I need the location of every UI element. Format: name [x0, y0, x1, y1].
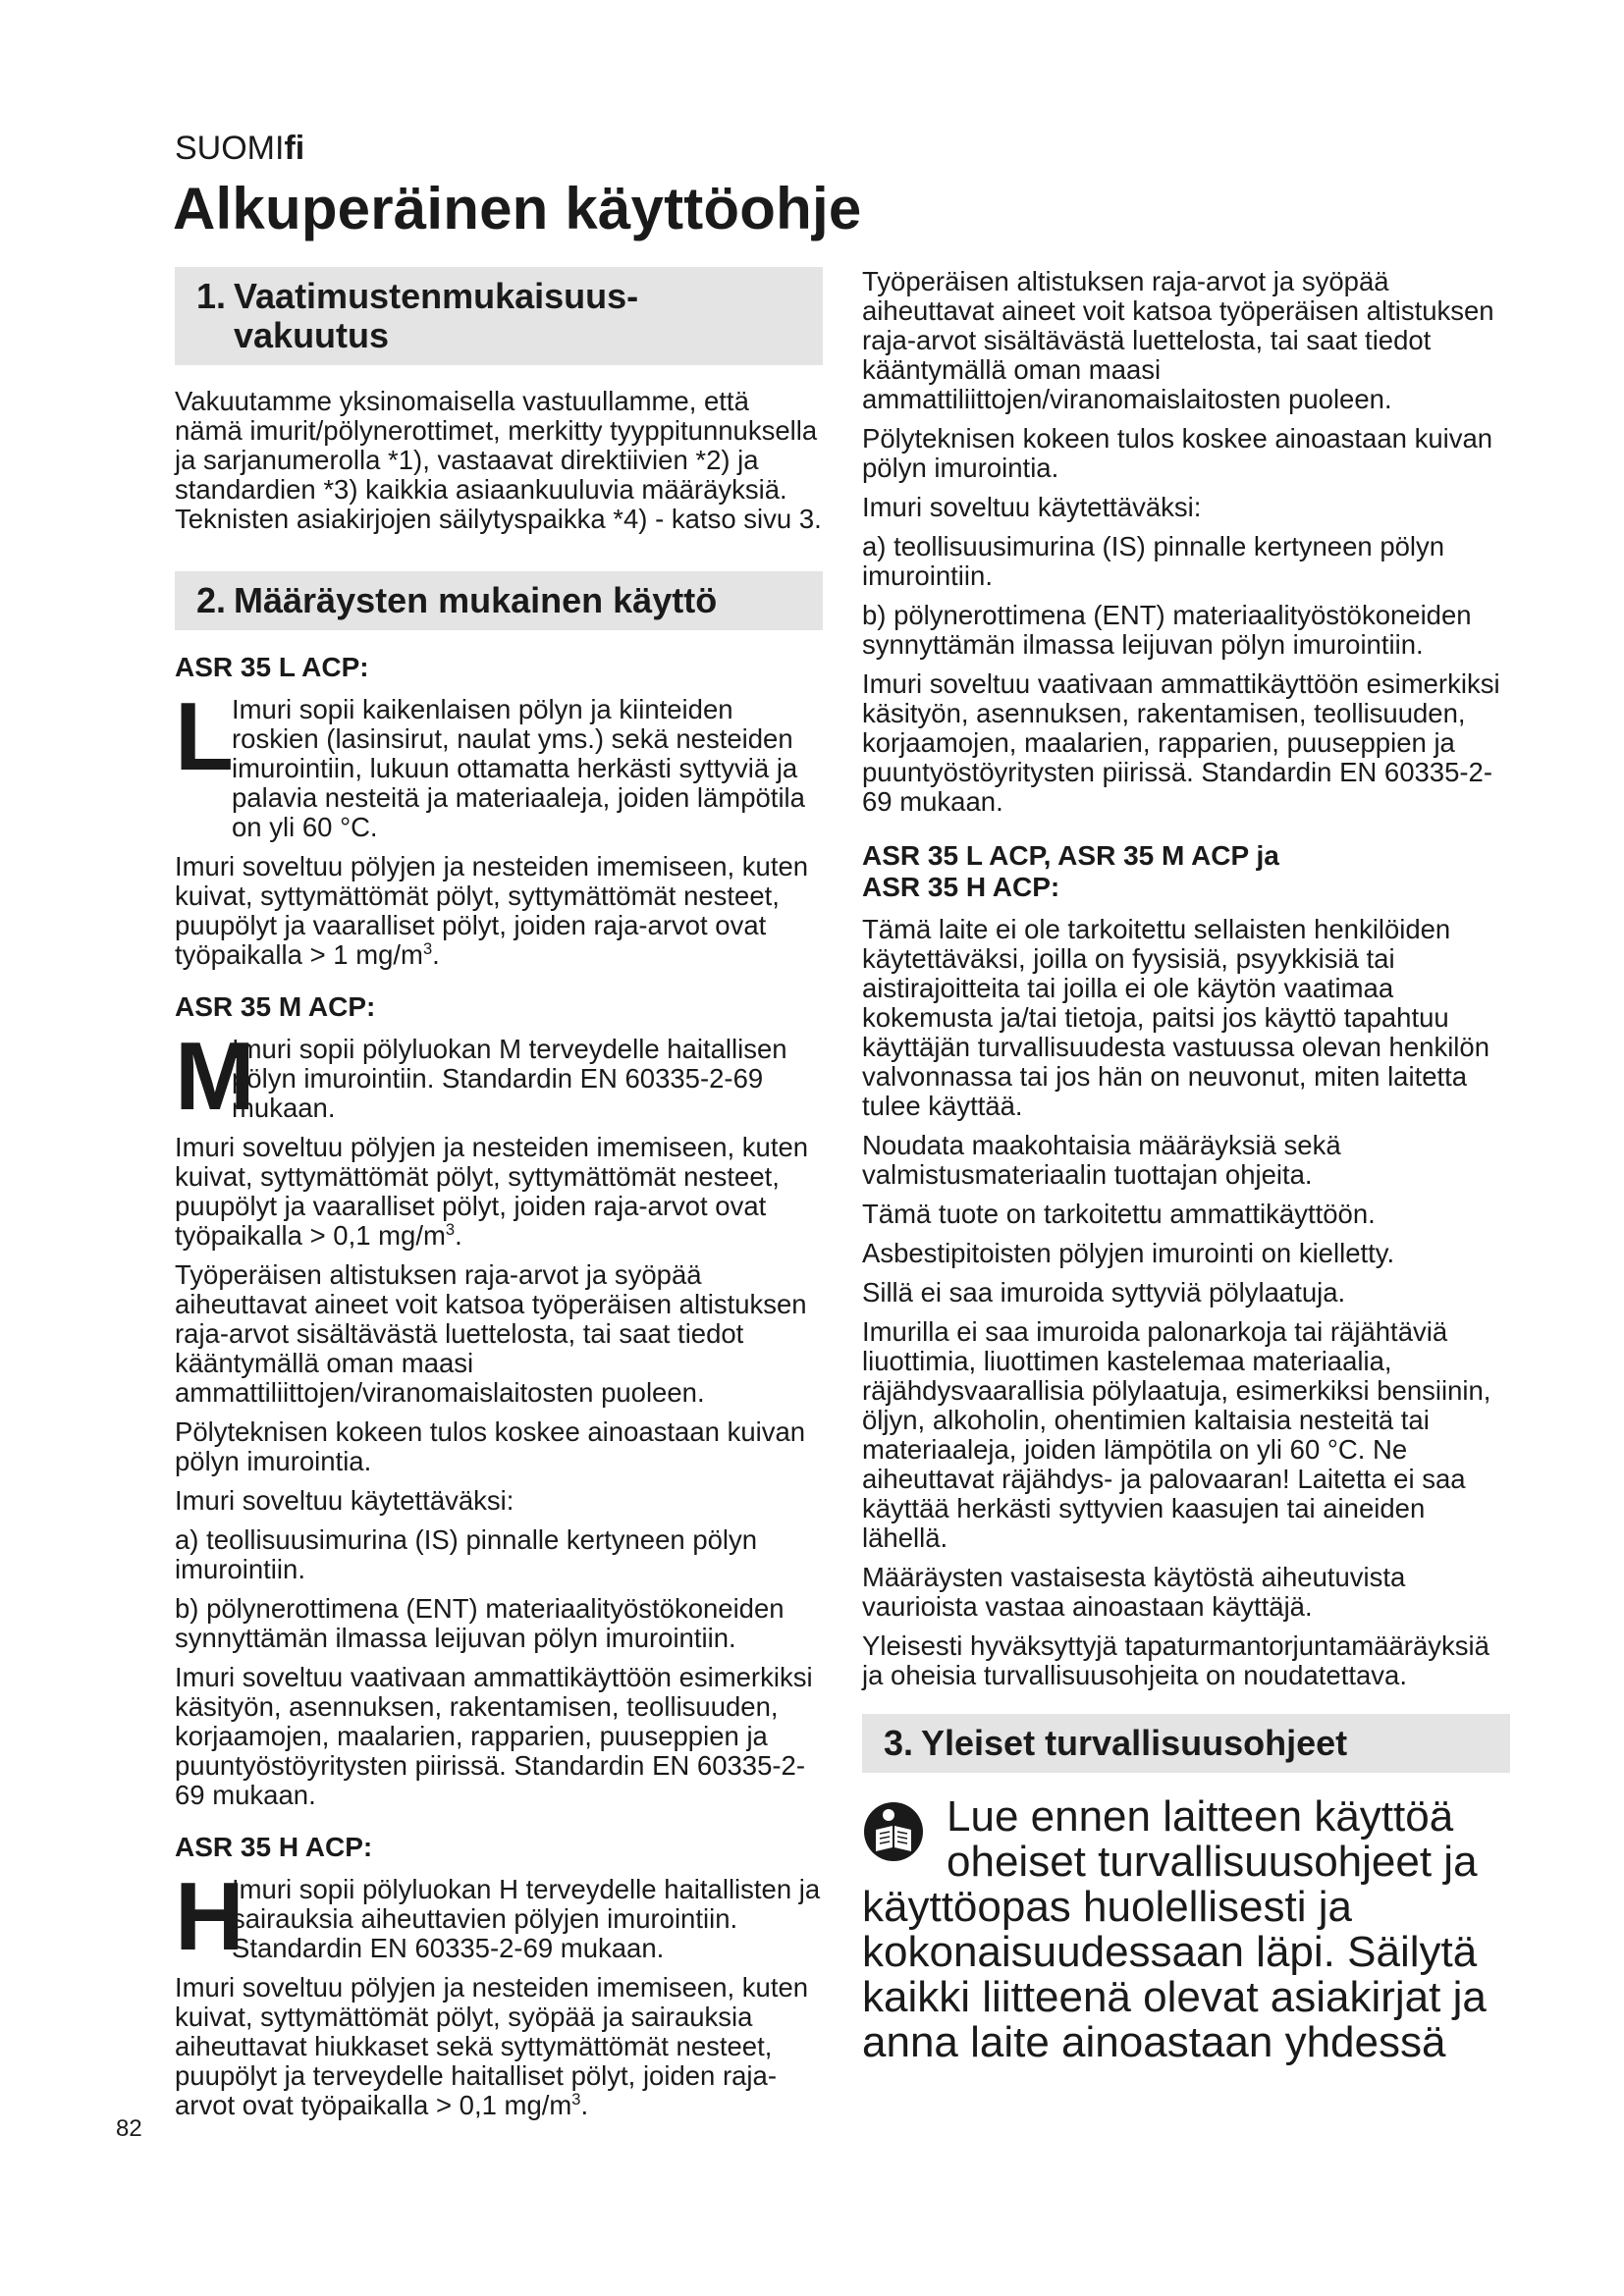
- safety-intro: [862, 1794, 1510, 1885]
- paragraph: Imuri soveltuu käytettäväksi:: [862, 492, 1202, 522]
- section-number: 1.: [196, 276, 227, 316]
- section-title: Yleiset turvallisuusohjeet: [921, 1723, 1348, 1763]
- paragraph-text: Imuri soveltuu pölyjen ja nesteiden imemiseen, kuten kuivat, syttymättömät pölyt, syttymättömät nesteet, puupölyt ja vaaralliset pölyt, joiden raja-arvot ovat työpaikalla > 1 mg/m: [175, 851, 809, 970]
- dust-class-m-block: [175, 1022, 823, 1130]
- dust-class-h-text: Imuri sopii pölyluokan H terveydelle haitallisten ja sairauksia aiheuttavien pölyjen imurointiin. Standardin EN 60335-2-69 mukaan.: [232, 1874, 821, 1963]
- section-1-heading: [175, 267, 823, 365]
- paragraph-end: .: [432, 939, 440, 970]
- superscript: 3: [445, 1220, 456, 1239]
- paragraph: Määräysten vastaisesta käytöstä aiheutuvista vaurioista vastaa ainoastaan käyttäjä.: [862, 1562, 1406, 1622]
- paragraph: Työperäisen altistuksen raja-arvot ja syöpää aiheuttavat aineet voit katsoa työperäisen altistuksen raja-arvot sisältävästä luettelosta, tai saat tiedot kääntymällä oman maasi ammattiliittojen/viranomaislaitosten puoleen.: [175, 1259, 807, 1408]
- paragraph: [175, 1133, 823, 1251]
- paragraph: Tämä laite ei ole tarkoitettu sellaisten henkilöiden käytettäväksi, joilla on fyysisiä, psyykkisiä tai aistirajoitteita tai joilla ei ole käytön vaatimaa kokemusta ja/tai tietoja, paitsi jos käyttö tapahtuu käyttäjän turvallisuudesta vastuussa olevan henkilön valvonnassa tai jos hän on neuvonut, miten laitetta tulee käyttää.: [862, 914, 1489, 1121]
- superscript: 3: [422, 939, 433, 958]
- paragraph: [175, 1973, 823, 2120]
- section-number: 2.: [196, 580, 227, 620]
- paragraph: Pölyteknisen kokeen tulos koskee ainoastaan kuivan pölyn imurointia.: [862, 423, 1493, 483]
- model-heading-l: ASR 35 L ACP:: [175, 652, 369, 682]
- model-heading-all: [862, 840, 1510, 903]
- paragraph: Imuri soveltuu käytettäväksi:: [175, 1485, 514, 1516]
- section-title-line2: vakuutus: [234, 315, 390, 355]
- dust-class-l-text: Imuri sopii kaikenlaisen pölyn ja kiinteiden roskien (lasinsirut, naulat yms.) sekä nesteiden imurointiin, lukuun ottamatta herkästi syttyviä ja palavia nesteitä ja materiaaleja, joiden lämpötila on yli 60 °C.: [232, 694, 805, 842]
- paragraph: Asbestipitoisten pölyjen imurointi on kielletty.: [862, 1238, 1395, 1268]
- model-heading-all-line1: ASR 35 L ACP, ASR 35 M ACP ja: [862, 840, 1279, 871]
- paragraph: Pölyteknisen kokeen tulos koskee ainoastaan kuivan pölyn imurointia.: [175, 1416, 806, 1476]
- paragraph: Yleisesti hyväksyttyjä tapaturmantorjuntamääräyksiä ja oheisia turvallisuusohjeita on noudatettava.: [862, 1630, 1489, 1690]
- page-number: 82: [116, 2115, 142, 2142]
- paragraph-end: .: [455, 1220, 462, 1251]
- superscript: 3: [571, 2090, 581, 2109]
- declaration-paragraph: Vakuutamme yksinomaisella vastuullamme, että nämä imurit/pölynerottimet, merkitty tyyppitunnuksella ja sarjanumerolla *1), vastaavat direktiivien *2) ja standardien *3) kaikkia asiaankuuluvia määräyksiä. Teknisten asiakirjojen säilytyspaikka *4) - katso sivu 3.: [175, 386, 822, 534]
- paragraph: [175, 852, 823, 970]
- left-column: [175, 267, 823, 2130]
- safety-intro-text: Lue ennen laitteen käyttöä oheiset turvallisuusohjeet ja: [947, 1792, 1478, 1886]
- paragraph: Sillä ei saa imuroida syttyviä pölylaatuja.: [862, 1277, 1346, 1308]
- dust-class-l-block: [175, 682, 823, 842]
- dust-class-m-text: Imuri sopii pölyluokan M terveydelle haitallisen pölyn imurointiin. Standardin EN 60335-2-69 mukaan.: [232, 1034, 787, 1123]
- paragraph: Imuri soveltuu vaativaan ammattikäyttöön esimerkiksi käsityön, asennuksen, rakentamisen, teollisuuden, korjaamojen, maalarien, rapparien, puuseppien ja puuntyöstöyritysten piirissä. Standardin EN 60335-2-69 mukaan.: [175, 1662, 813, 1810]
- paragraph: Imurilla ei saa imuroida palonarkoja tai räjähtäviä liuottimia, liuottimen kastelemaa materiaalia, räjähdysvaarallisia pölylaatuja, esimerkiksi bensiinin, öljyn, alkoholin, ohentimien kaltaisia nesteitä tai materiaaleja, joiden lämpötila on yli 60 °C. Ne aiheuttavat räjähdys- ja palovaaran! Laitetta ei saa käyttää herkästi syttyvien kaasujen tai aineiden lähellä.: [862, 1316, 1491, 1553]
- paragraph: b) pölynerottimena (ENT) materiaalityöstökoneiden synnyttämän ilmassa leijuvan pölyn imurointiin.: [175, 1593, 785, 1653]
- paragraph: b) pölynerottimena (ENT) materiaalityöstökoneiden synnyttämän ilmassa leijuvan pölyn imurointiin.: [862, 600, 1472, 660]
- section-title: Määräysten mukainen käyttö: [234, 580, 718, 620]
- dust-class-letter-h: H: [175, 1862, 244, 1970]
- section-2-heading: [175, 571, 823, 630]
- model-heading-m: ASR 35 M ACP:: [175, 991, 376, 1022]
- right-column: [862, 267, 1510, 2065]
- read-manual-icon: [862, 1800, 925, 1863]
- paragraph-text: Imuri soveltuu pölyjen ja nesteiden imemiseen, kuten kuivat, syttymättömät pölyt, syöpää ja sairauksia aiheuttavat hiukkaset sekä syttymättömät nesteet, puupölyt ja terveydelle haitalliset pölyt, joiden raja-arvot ovat työpaikalla > 0,1 mg/m: [175, 1972, 809, 2120]
- paragraph: Noudata maakohtaisia määräyksiä sekä valmistusmateriaalin tuottajan ohjeita.: [862, 1130, 1341, 1190]
- safety-intro-continued: käyttöopas huolellisesti ja kokonaisuudessaan läpi. Säilytä kaikki liitteenä olevat asiakirjat ja anna laite ainoastaan yhdessä: [862, 1883, 1487, 2066]
- model-heading-h: ASR 35 H ACP:: [175, 1832, 373, 1862]
- section-3-heading: [862, 1714, 1510, 1773]
- paragraph: Tämä tuote on tarkoitettu ammattikäyttöön.: [862, 1199, 1376, 1229]
- model-heading-all-line2: ASR 35 H ACP:: [862, 872, 1060, 902]
- dust-class-letter-l: L: [175, 682, 234, 790]
- section-number: 3.: [884, 1723, 914, 1763]
- language-label: [175, 130, 304, 168]
- paragraph: Työperäisen altistuksen raja-arvot ja syöpää aiheuttavat aineet voit katsoa työperäisen altistuksen raja-arvot sisältävästä luettelosta, tai saat tiedot kääntymällä oman maasi ammattiliittojen/viranomaislaitosten puoleen.: [862, 266, 1494, 414]
- dust-class-h-block: [175, 1862, 823, 1970]
- language-code: fi: [284, 130, 305, 167]
- document-title: Alkuperäinen käyttöohje: [173, 176, 862, 241]
- paragraph: Imuri soveltuu vaativaan ammattikäyttöön esimerkiksi käsityön, asennuksen, rakentamisen, teollisuuden, korjaamojen, maalarien, rapparien, puuseppien ja puuntyöstöyritysten piirissä. Standardin EN 60335-2-69 mukaan.: [862, 668, 1500, 817]
- paragraph: a) teollisuusimurina (IS) pinnalle kertyneen pölyn imurointiin.: [862, 531, 1445, 591]
- paragraph-end: .: [580, 2090, 589, 2120]
- section-title-line1: Vaatimustenmukaisuus-: [234, 276, 639, 316]
- paragraph: a) teollisuusimurina (IS) pinnalle kertyneen pölyn imurointiin.: [175, 1524, 758, 1584]
- paragraph-text: Imuri soveltuu pölyjen ja nesteiden imemiseen, kuten kuivat, syttymättömät pölyt, syttymättömät nesteet, puupölyt ja vaaralliset pölyt, joiden raja-arvot ovat työpaikalla > 0,1 mg/m: [175, 1132, 809, 1251]
- language-name: SUOMI: [175, 130, 285, 167]
- dust-class-letter-m: M: [175, 1022, 255, 1130]
